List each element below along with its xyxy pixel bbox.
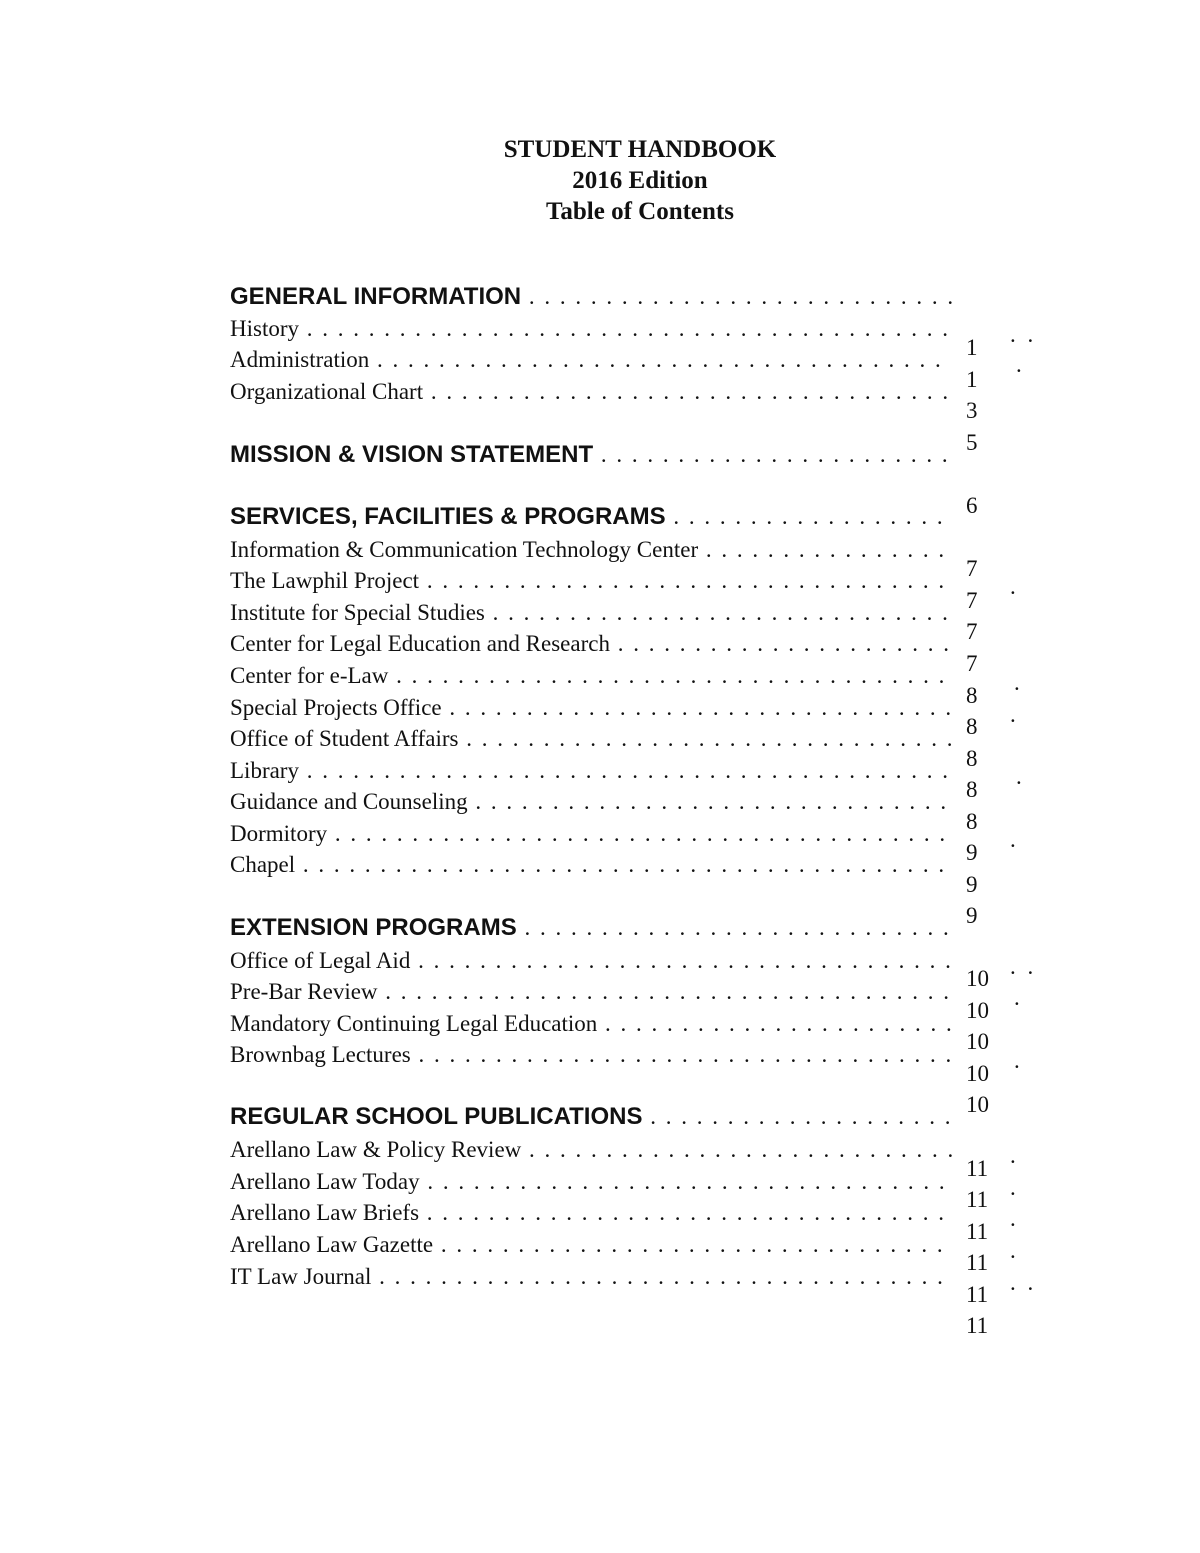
toc-item[interactable]: Center for e-Law . . . (230, 661, 952, 691)
overflow-dots: . . (1010, 1270, 1037, 1295)
page-number: 10 (966, 1029, 989, 1054)
toc-item[interactable]: Library . . . (230, 756, 952, 786)
edition-line: 2016 Edition (572, 167, 708, 194)
toc-item[interactable]: Organizational Chart . . . (230, 377, 952, 407)
page-number: 8 (966, 746, 978, 771)
page-number: 11 (966, 1313, 989, 1338)
document-title: STUDENT HANDBOOK (503, 136, 777, 163)
page-number: 8 (966, 777, 978, 802)
page-number: 8 (966, 714, 978, 739)
toc-item[interactable]: Office of Legal Aid . . . (230, 946, 952, 976)
page-number: 7 (966, 651, 978, 676)
page-number: 10 (966, 966, 989, 991)
toc-item[interactable]: Arellano Law & Policy Review . . . (230, 1135, 952, 1165)
page-number: 8 (966, 809, 978, 834)
overflow-dots: . (1010, 702, 1019, 727)
page-number: 11 (966, 1282, 989, 1307)
page-number: 9 (966, 903, 978, 928)
toc-item[interactable]: Office of Student Affairs . . . (230, 724, 952, 754)
overflow-dots: . (1010, 827, 1019, 852)
page-number: 11 (966, 1156, 989, 1181)
toc-item[interactable]: Arellano Law Gazette . . . (230, 1230, 952, 1260)
toc-section[interactable]: MISSION & VISION STATEMENT . . . (230, 440, 952, 470)
page-number: 9 (966, 840, 978, 865)
toc-item[interactable]: Guidance and Counseling . . . (230, 787, 952, 817)
toc-item[interactable]: Arellano Law Today . . . (230, 1167, 952, 1197)
toc-item[interactable]: History . . . (230, 314, 952, 344)
page-number: 11 (966, 1219, 989, 1244)
overflow-dots: . (1014, 985, 1023, 1010)
page-number: 11 (966, 1187, 989, 1212)
toc-item[interactable]: The Lawphil Project . . . (230, 566, 952, 596)
page-number: 7 (966, 619, 978, 644)
overflow-dots: . (1014, 1048, 1023, 1073)
toc-item[interactable]: Information & Communication Technology Center . . . (230, 535, 952, 565)
toc-section[interactable]: REGULAR SCHOOL PUBLICATIONS . . . (230, 1102, 952, 1132)
page-number: 1 (966, 367, 978, 392)
page-number: 8 (966, 683, 978, 708)
toc-item[interactable]: Pre-Bar Review . . . (230, 977, 952, 1007)
overflow-dots: . (1010, 1238, 1019, 1263)
page-number: 1 (966, 335, 978, 360)
toc-item[interactable]: Institute for Special Studies . . . (230, 598, 952, 628)
page-number: 7 (966, 588, 978, 613)
toc-section[interactable]: GENERAL INFORMATION . . . (230, 282, 952, 312)
page-number: 7 (966, 556, 978, 581)
page-number: 5 (966, 430, 978, 455)
overflow-dots: . (1010, 1175, 1019, 1200)
toc-item[interactable]: Administration . . . (230, 345, 952, 375)
overflow-dots: . . (1010, 954, 1037, 979)
overflow-dots: . (1016, 352, 1025, 377)
toc-heading: Table of Contents (546, 198, 734, 225)
overflow-dots: . (1010, 1206, 1019, 1231)
page-number: 11 (966, 1250, 989, 1275)
toc-item[interactable]: Brownbag Lectures . . . (230, 1040, 952, 1070)
page-number: 3 (966, 398, 978, 423)
overflow-dots: . (1014, 670, 1023, 695)
toc-item[interactable]: Center for Legal Education and Research . . . (230, 629, 952, 659)
overflow-dots: . (1016, 764, 1025, 789)
toc-item[interactable]: Chapel . . . (230, 850, 952, 880)
page-number: 10 (966, 1061, 989, 1086)
overflow-dots: . (1010, 574, 1019, 599)
toc-section[interactable]: EXTENSION PROGRAMS . . . (230, 913, 952, 943)
toc-section[interactable]: SERVICES, FACILITIES & PROGRAMS . . . (230, 502, 952, 532)
overflow-dots: . (1010, 1143, 1019, 1168)
toc-item[interactable]: Arellano Law Briefs . . . (230, 1198, 952, 1228)
toc-item[interactable]: Dormitory . . . (230, 819, 952, 849)
page-number: 9 (966, 872, 978, 897)
overflow-dots: . . (1010, 322, 1037, 347)
page-number: 10 (966, 998, 989, 1023)
toc-item[interactable]: IT Law Journal . . . (230, 1262, 952, 1292)
toc-item[interactable]: Mandatory Continuing Legal Education . . . (230, 1009, 952, 1039)
page-number: 6 (966, 493, 978, 518)
toc-item[interactable]: Special Projects Office . . . (230, 693, 952, 723)
page-number: 10 (966, 1092, 989, 1117)
